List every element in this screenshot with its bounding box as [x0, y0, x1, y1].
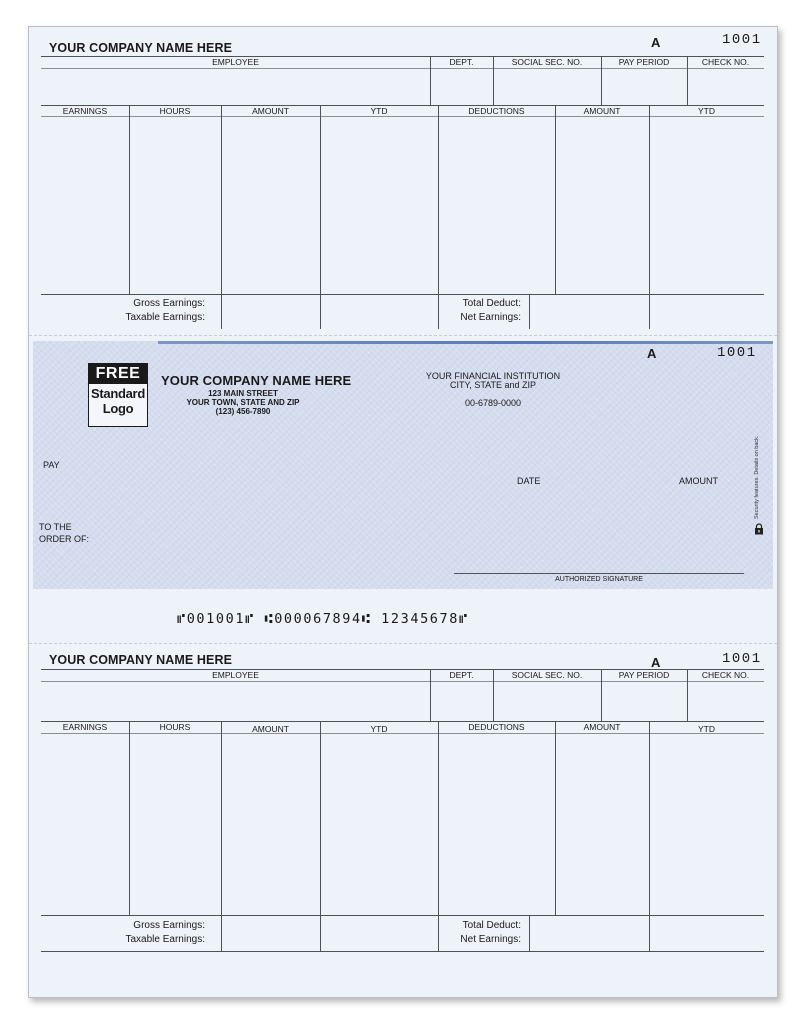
- header-employee: EMPLOYEE: [212, 57, 259, 67]
- header-check-no: CHECK NO.: [701, 57, 750, 67]
- signature-line: [454, 573, 744, 574]
- company-phone: (123) 456-7890: [215, 407, 271, 416]
- check-letter: A: [647, 346, 657, 361]
- stub2-label-taxable-earnings: Taxable Earnings:: [125, 934, 205, 945]
- label-net-earnings: Net Earnings:: [460, 312, 521, 323]
- stub2-label-gross-earnings: Gross Earnings:: [133, 920, 205, 931]
- header-ytd-deductions: YTD: [698, 106, 715, 116]
- stub2-header-dept: DEPT.: [449, 670, 474, 680]
- check-sheet: [28, 26, 778, 998]
- header-hours: HOURS: [159, 106, 191, 116]
- header-deductions: DEDUCTIONS: [468, 106, 525, 116]
- date-label: DATE: [517, 476, 541, 486]
- logo: [88, 363, 148, 427]
- stub2-header-amount-deductions: AMOUNT: [583, 722, 621, 732]
- to-the-label: TO THE: [39, 522, 72, 532]
- top-stub: [29, 27, 777, 337]
- stub2-header-ytd: YTD: [370, 724, 388, 734]
- logo-free-label: FREE: [89, 364, 147, 384]
- label-taxable-earnings: Taxable Earnings:: [125, 312, 205, 323]
- header-ssn: SOCIAL SEC. NO.: [511, 57, 583, 67]
- stub2-header-ssn: SOCIAL SEC. NO.: [511, 670, 583, 680]
- header-ytd: YTD: [370, 106, 388, 116]
- signature-label: AUTHORIZED SIGNATURE: [555, 576, 643, 583]
- header-dept: DEPT.: [449, 57, 474, 67]
- stub2-check-number: 1001: [722, 651, 762, 667]
- stub-company-name: YOUR COMPANY NAME HERE: [49, 41, 233, 55]
- stub-check-number: 1001: [722, 32, 762, 48]
- check-body: [33, 341, 773, 589]
- bank-name: YOUR FINANCIAL INSTITUTION: [425, 371, 561, 381]
- perforation-top: [29, 335, 777, 336]
- stub2-header-hours: HOURS: [159, 722, 191, 732]
- amount-label: AMOUNT: [679, 476, 718, 486]
- perforation-bottom: [29, 643, 777, 644]
- label-gross-earnings: Gross Earnings:: [133, 298, 205, 309]
- header-pay-period: PAY PERIOD: [618, 57, 670, 67]
- company-address-1: 123 MAIN STREET: [208, 389, 278, 398]
- label-total-deduct: Total Deduct:: [462, 298, 521, 309]
- stub2-label-total-deduct: Total Deduct:: [462, 920, 521, 931]
- security-text: Security features. Details on back.: [754, 435, 760, 519]
- pay-label: PAY: [43, 460, 60, 470]
- check-top-bar: [158, 341, 773, 344]
- stub2-header-pay-period: PAY PERIOD: [618, 670, 670, 680]
- order-of-label: ORDER OF:: [39, 534, 90, 544]
- stub2-header-deductions: DEDUCTIONS: [468, 722, 525, 732]
- stub2-header-ytd-deductions: YTD: [698, 724, 715, 734]
- stub2-company-name: YOUR COMPANY NAME HERE: [49, 653, 233, 667]
- header-earnings: EARNINGS: [62, 106, 108, 116]
- stub2-label-net-earnings: Net Earnings:: [460, 934, 521, 945]
- header-amount-deductions: AMOUNT: [583, 106, 621, 116]
- check-company-name: YOUR COMPANY NAME HERE: [161, 373, 352, 388]
- stub2-header-amount: AMOUNT: [252, 724, 289, 734]
- header-amount: AMOUNT: [252, 106, 289, 116]
- lock-icon: [754, 523, 764, 535]
- stub2-header-check-no: CHECK NO.: [701, 670, 750, 680]
- micr-line: ⑈001001⑈ ⑆000067894⑆ 12345678⑈: [177, 611, 469, 627]
- bottom-stub: [29, 647, 777, 957]
- check-number: 1001: [717, 345, 757, 361]
- stub2-letter: A: [651, 655, 661, 670]
- bank-city: CITY, STATE and ZIP: [449, 380, 537, 390]
- logo-line-2: Logo: [102, 401, 134, 416]
- company-address-2: YOUR TOWN, STATE AND ZIP: [186, 398, 300, 407]
- logo-text: [89, 386, 147, 416]
- stub2-header-earnings: EARNINGS: [62, 722, 108, 732]
- logo-line-1: Standard: [91, 386, 145, 401]
- routing-fraction: 00-6789-0000: [464, 398, 522, 408]
- stub-letter: A: [651, 35, 661, 50]
- stub2-header-employee: EMPLOYEE: [212, 670, 259, 680]
